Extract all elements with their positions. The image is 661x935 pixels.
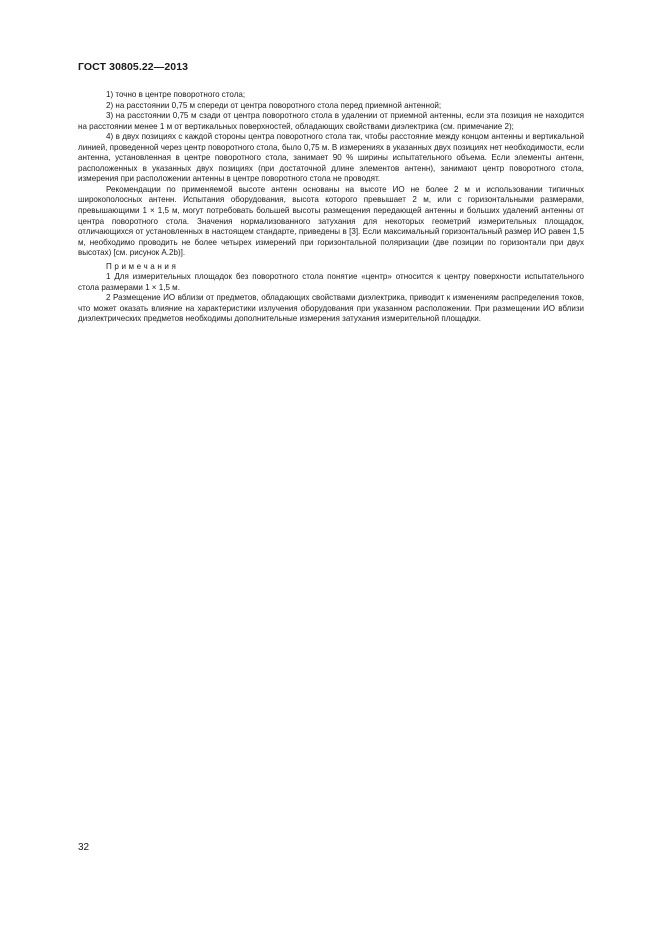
- list-item: 2) на расстоянии 0,75 м спереди от центра поворотного стола перед приемной антенной;: [106, 100, 442, 110]
- page-number: 32: [78, 842, 90, 853]
- list-item: 4) в двух позициях с каждой стороны центра поворотного стола так, чтобы расстояние между концом антенны и вертикальной линией, проведенной через центр поворотного стола, было 0,75 м. В измерениях в указанных двух позициях нет необходимости, если антенна, установленная в центре поворотного стола, занимает 90 % ширины испытательного объема. Если элементы антенн, расположенных в указанных двух позициях (при достаточной длине элементов антенн), занимают центр поворотного стола, измерения при расположении антенны в центре поворотного стола не проводят.: [78, 132, 584, 184]
- paragraph: Рекомендации по применяемой высоте антенн основаны на высоте ИО не более 2 м и использовании типичных широкополосных антенн. Испытания оборудования, высота которого превышает 2 м, или с горизонтальными размерами, превышающими 1 × 1,5 м, могут потребовать большей высоты размещения передающей антенны и больших удалений антенны от центра поворотного стола. Значения нормализованного затухания для некоторых геометрий измерительных площадок, отличающихся от установленных в настоящем стандарте, приведены в [3]. Если максимальный горизонтальный размер ИО равен 1,5 м, необходимо проводить не более четырех измерений при горизонтальной поляризации (две позиции по горизонтали при двух высотах) [см. рисунок А.2b)].: [78, 184, 584, 258]
- list-item: 3) на расстоянии 0,75 м сзади от центра поворотного стола в удалении от приемной антенны, если эта позиция не находится на расстоянии менее 1 м от вертикальных поверхностей, обладающих свойствами диэлектрика (см. примечание 2);: [78, 111, 584, 131]
- note-item: 1 Для измерительных площадок без поворотного стола понятие «центр» относится к центру поверхности испытательного стола размерами 1 × 1,5 м.: [78, 272, 584, 292]
- document-header: ГОСТ 30805.22—2013: [78, 61, 189, 73]
- note-item: 2 Размещение ИО вблизи от предметов, обладающих свойствами диэлектрика, приводит к изменениям распределения токов, что может оказать влияние на характеристики излучения оборудования при указанном расположении. При размещении ИО вблизи диэлектрических предметов необходимы дополнительные измерения затухания измерительной площадки.: [78, 293, 584, 324]
- list-item: 1) точно в центре поворотного стола;: [106, 90, 246, 99]
- notes-title: Примечания: [106, 261, 179, 271]
- document-body: [78, 90, 584, 325]
